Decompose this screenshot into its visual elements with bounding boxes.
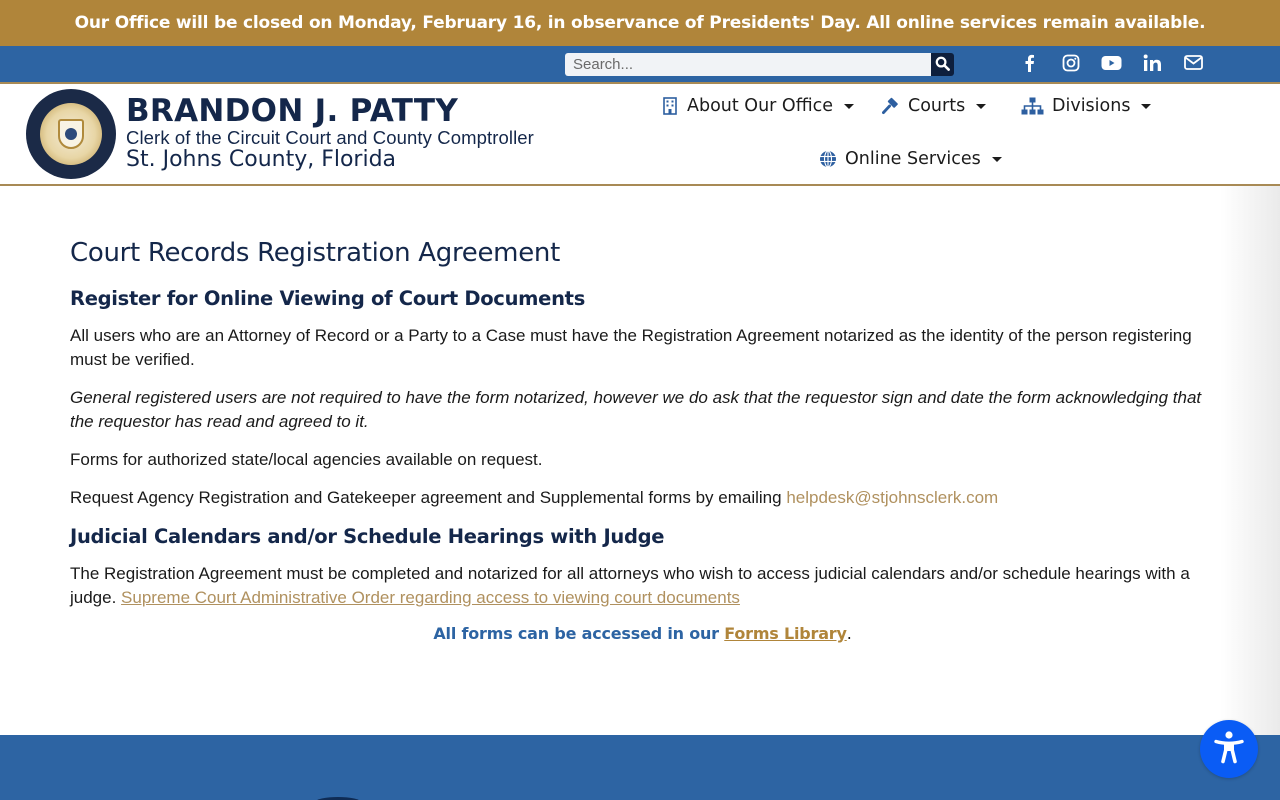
county-seal-logo (26, 89, 116, 179)
linkedin-icon (1143, 54, 1162, 77)
seal-center (65, 128, 77, 140)
building-icon (661, 97, 679, 115)
nav-label: About Our Office (687, 96, 834, 116)
nav-label: Courts (908, 96, 966, 116)
facebook-link[interactable] (1009, 52, 1050, 78)
brand-block (126, 94, 534, 172)
supreme-court-order-link[interactable]: Supreme Court Administrative Order regarding access to viewing court documents (121, 588, 740, 607)
linkedin-link[interactable] (1132, 52, 1173, 78)
search-icon (935, 56, 950, 74)
search-button[interactable] (931, 53, 954, 76)
section-heading-online-viewing: Register for Online Viewing of Court Documents (70, 287, 586, 310)
social-links (1009, 52, 1214, 78)
judicial-calendars-text: The Registration Agreement must be completed and notarized for all attorneys who wish to access judicial calendars and/or schedule hearings with a judge. (70, 564, 1190, 607)
nav-divisions[interactable] (1021, 96, 1151, 116)
section-heading-judicial-calendars: Judicial Calendars and/or Schedule Hearings with Judge (70, 525, 665, 548)
gavel-icon (882, 97, 900, 115)
site-footer (0, 735, 1280, 800)
page-title: Court Records Registration Agreement (70, 238, 560, 268)
youtube-link[interactable] (1091, 52, 1132, 78)
closure-alert-text: Our Office will be closed on Monday, February 16, in observance of Presidents' Day. All online services remain available. (74, 13, 1206, 33)
clerk-title: Clerk of the Circuit Court and County Comptroller (126, 127, 534, 148)
accessibility-icon (1214, 730, 1244, 769)
forms-library-notice (70, 624, 1215, 643)
globe-icon (819, 150, 837, 168)
paragraph-agency-forms: Forms for authorized state/local agencies available on request. (70, 450, 543, 469)
search-form (565, 53, 954, 76)
youtube-icon (1101, 55, 1122, 76)
sitemap-icon (1021, 97, 1044, 115)
envelope-icon (1184, 55, 1203, 75)
search-input[interactable] (565, 53, 931, 76)
scroll-shadow (1220, 186, 1280, 735)
chevron-down-icon (1141, 104, 1151, 109)
nav-online-services[interactable] (819, 149, 1002, 169)
accessibility-button[interactable] (1200, 720, 1258, 778)
chevron-down-icon (992, 157, 1002, 162)
clerk-name: BRANDON J. PATTY (126, 93, 459, 129)
paragraph-attorney-notarization: All users who are an Attorney of Record or a Party to a Case must have the Registration Agreement notarized as the identity of the person registering must be verified. (70, 326, 1192, 369)
paragraph-general-users: General registered users are not required to have the form notarized, however we do ask that the requestor sign and date the form acknowledging that the requestor has read and agreed to it. (70, 388, 1202, 431)
forms-library-text: All forms can be accessed in our (433, 624, 725, 643)
closure-alert-banner (0, 0, 1280, 46)
nav-label: Online Services (845, 149, 981, 169)
instagram-icon (1062, 54, 1080, 77)
chevron-down-icon (976, 104, 986, 109)
nav-courts[interactable] (882, 96, 986, 116)
email-link[interactable] (1173, 52, 1214, 78)
paragraph-agency-request (70, 486, 1215, 510)
paragraph-judicial-calendars (70, 562, 1215, 610)
main-content (70, 236, 1215, 643)
seal-emblem (40, 103, 102, 165)
county-name: St. Johns County, Florida (126, 147, 397, 172)
seal-shield (58, 119, 84, 149)
utility-bar (0, 46, 1280, 84)
helpdesk-email-link[interactable]: helpdesk@stjohnsclerk.com (786, 488, 999, 507)
site-header (0, 84, 1280, 186)
forms-library-period: . (846, 624, 852, 643)
nav-label: Divisions (1052, 96, 1131, 116)
nav-about-our-office[interactable] (661, 96, 854, 116)
forms-library-link[interactable]: Forms Library (724, 624, 847, 643)
agency-request-text: Request Agency Registration and Gatekeeper agreement and Supplemental forms by emailing (70, 488, 787, 507)
instagram-link[interactable] (1050, 52, 1091, 78)
chevron-down-icon (844, 104, 854, 109)
facebook-icon (1024, 54, 1035, 77)
